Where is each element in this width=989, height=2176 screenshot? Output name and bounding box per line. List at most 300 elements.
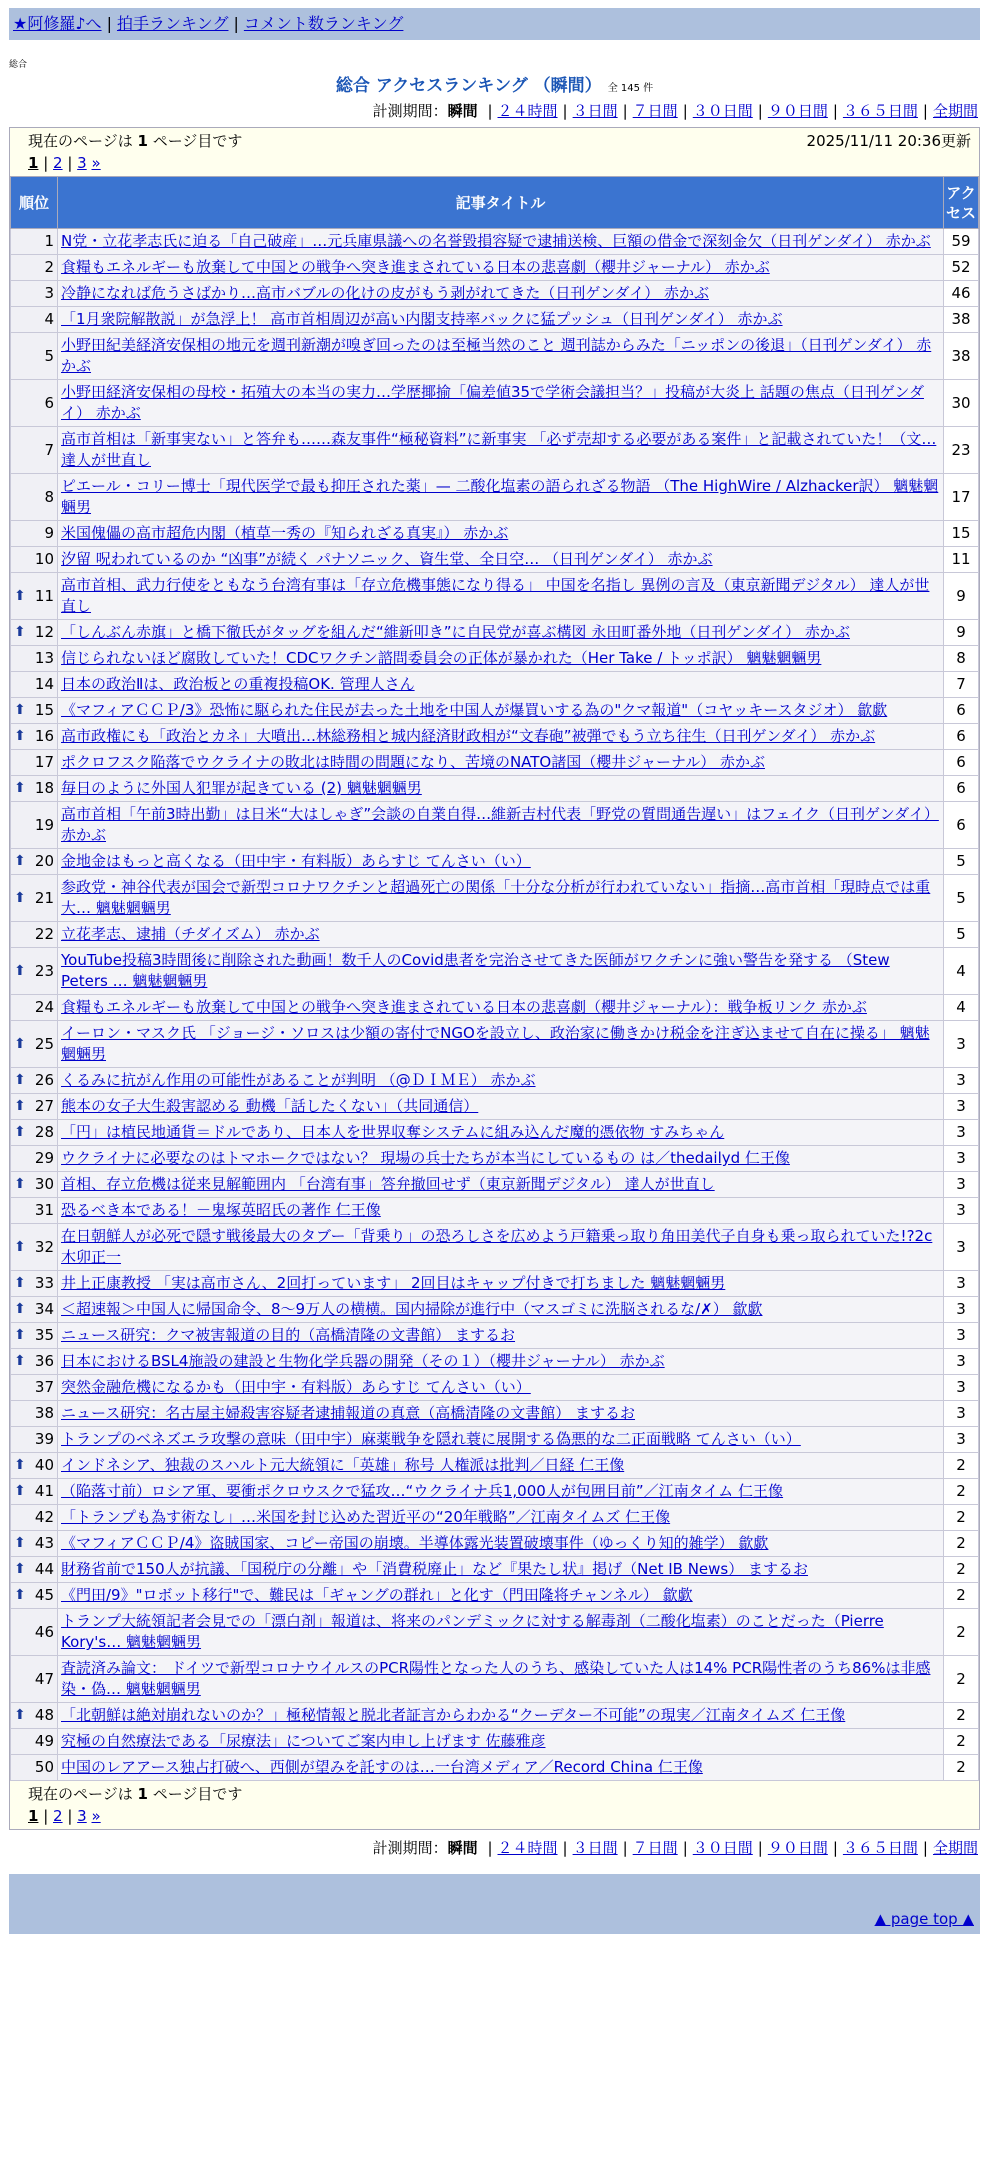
article-link[interactable]: 小野田経済安保相の母校・拓殖大の本当の実力…学歴揶揄「偏差値35で学術会議担当？」投稿が大炎上 話題の焦点（日刊ゲンダイ） 赤かぶ [61,383,924,422]
up-arrow-icon: ⬆ [14,1301,26,1317]
access-count: 6 [944,776,979,802]
access-count: 2 [944,1609,979,1656]
title-cell [58,1271,944,1297]
rank-number: 46 [34,1622,54,1641]
page-link[interactable]: 2 [53,154,63,172]
article-link[interactable]: 高市首相「午前3時出勤」は日米“大はしゃぎ”会談の自業自得…維新吉村代表「野党の質問通告遅い」はフェイク（日刊ゲンダイ） 赤かぶ [61,805,939,844]
access-count: 3 [944,1146,979,1172]
period-link[interactable]: ３０日間 [692,102,753,120]
rank-cell [11,1297,58,1323]
rank-cell [11,1609,58,1656]
period-current: 瞬間 [447,1839,478,1857]
access-count: 9 [944,620,979,646]
rank-number: 47 [34,1669,54,1688]
footer-bar-bottom [9,1904,980,1934]
header-rank: 順位 [11,177,58,229]
article-link[interactable]: ＜超速報＞中国人に帰国命令、8～9万人の横横。国内掃除が進行中（マスゴミに洗脳されるな/✗） 歙歔 [61,1300,763,1318]
up-arrow-icon: ⬆ [14,1561,26,1577]
up-arrow-icon: ⬆ [14,780,26,796]
up-arrow-icon: ⬆ [14,1124,26,1140]
rank-cell [11,1729,58,1755]
rank-number: 23 [34,961,54,980]
table-row [11,948,979,995]
rank-number: 41 [34,1482,54,1500]
article-link[interactable]: 「トランプも為す術なし」…米国を封じ込めた習近平の“20年戦略”／江南タイムズ 仁王像 [61,1508,671,1526]
page-link[interactable]: 2 [53,1807,63,1825]
article-link[interactable]: 中国のレアアース独占打破へ、西側が望みを託すのは…一台湾メディア／Record China 仁王像 [61,1758,703,1776]
comment-ranking-link[interactable]: コメント数ランキング [243,14,404,33]
period-link[interactable]: ７日間 [632,1839,678,1857]
title-cell [58,1349,944,1375]
access-count: 2 [944,1729,979,1755]
title-cell [58,1479,944,1505]
article-link[interactable]: 恐るべき本である！－鬼塚英昭氏の著作 仁王像 [61,1201,381,1219]
rank-number: 31 [34,1201,54,1219]
title-cell [58,724,944,750]
article-link[interactable]: 日本の政治Ⅱは、政治板との重複投稿OK. 管理人さん [61,675,415,693]
up-arrow-icon: ⬆ [14,1535,26,1551]
up-arrow-icon: ⬆ [14,1707,26,1723]
page-link[interactable]: 3 [77,154,87,172]
title-cell [58,1297,944,1323]
title-cell [58,1583,944,1609]
rank-cell [11,1146,58,1172]
title-cell [58,1021,944,1068]
access-count: 3 [944,1120,979,1146]
article-link[interactable]: 井上正康教授 「実は高市さん、2回打っています」 2回目はキャップ付きで打ちました 魑魅魍魎男 [61,1274,726,1292]
up-arrow-icon: ⬆ [14,1238,26,1255]
top-nav-bar [9,8,980,40]
article-link[interactable]: くるみに抗がん作用の可能性があることが判明 （@ＤＩＭＥ） 赤かぶ [61,1071,536,1089]
access-count: 6 [944,698,979,724]
separator: | [38,1807,54,1825]
period-link[interactable]: ３６５日間 [842,102,918,120]
rank-number: 48 [34,1706,54,1724]
title-cell [58,427,944,474]
period-link[interactable]: ３０日間 [692,1839,753,1857]
rank-number: 19 [34,815,54,834]
rank-cell [11,229,58,255]
up-arrow-icon: ⬆ [14,1275,26,1291]
up-arrow-icon: ⬆ [14,587,26,604]
period-link[interactable]: ２４時間 [497,102,558,120]
table-row [11,1755,979,1781]
rank-cell [11,750,58,776]
title-cell [58,849,944,875]
next-page-link[interactable]: » [91,154,101,172]
rank-number: 4 [44,310,54,328]
period-link[interactable]: ２４時間 [497,1839,558,1857]
table-row [11,1271,979,1297]
table-row [11,380,979,427]
access-count: 38 [944,307,979,333]
separator: | [832,1839,838,1857]
separator: | [922,1839,928,1857]
title-cell [58,255,944,281]
article-link[interactable]: 「1月衆院解散説」が急浮上！ 高市首相周辺が高い内閣支持率バックに猛プッシュ（日刊ゲンダイ） 赤かぶ [61,310,783,328]
rank-number: 17 [34,753,54,771]
ranking-heading [0,75,989,97]
article-link[interactable]: インドネシア、独裁のスハルト元大統領に「英雄」称号 人権派は批判／日経 仁王像 [61,1456,625,1474]
access-count: 5 [944,875,979,922]
article-link[interactable]: ウクライナに必要なのはトマホークではない？ 現場の兵士たちが本当にしているもの は／thedailyd 仁王像 [61,1149,790,1167]
title-cell [58,1505,944,1531]
up-arrow-icon: ⬆ [14,1457,26,1473]
article-link[interactable]: 毎日のように外国人犯罪が起きている (2) 魑魅魍魎男 [61,779,422,797]
period-link[interactable]: ９０日間 [767,1839,828,1857]
rank-number: 18 [34,779,54,797]
access-count: 23 [944,427,979,474]
page-top-link[interactable]: ▲ page top ▲ [874,1910,974,1928]
page-info-bottom [10,1781,979,1829]
article-link[interactable]: 食糧もエネルギーも放棄して中国との戦争へ突き進まされている日本の悲喜劇（櫻井ジャーナル） 赤かぶ [61,258,770,276]
title-cell [58,922,944,948]
article-link[interactable]: ピエール・コリー博士「現代医学で最も抑圧された薬」— 二酸化塩素の語られざる物語 （The HighWire / Alzhacker訳） 魑魅魍魎男 [61,477,939,516]
period-selector-bottom [0,1836,978,1860]
title-cell [58,229,944,255]
rank-cell [11,922,58,948]
rank-number: 15 [34,701,54,719]
rank-number: 13 [34,649,54,667]
access-count: 3 [944,1401,979,1427]
separator: | [922,102,928,120]
footer-bar [9,1874,980,1904]
rank-cell [11,1271,58,1297]
title-cell [58,333,944,380]
title-cell [58,672,944,698]
separator: | [622,1839,628,1857]
access-count: 3 [944,1094,979,1120]
article-link[interactable]: 《マフィアＣＣＰ/3》恐怖に駆られた住民が去った土地を中国人が爆買いする為の"クマ報道"（コヤッキースタジオ） 歙歔 [61,701,888,719]
table-row [11,1609,979,1656]
table-row [11,1531,979,1557]
access-count: 6 [944,750,979,776]
table-row [11,1375,979,1401]
rank-cell [11,1349,58,1375]
rank-cell [11,547,58,573]
period-link[interactable]: ３日間 [572,1839,618,1857]
article-link[interactable]: 米国傀儡の高市超危内閣（植草一秀の『知られざる真実』） 赤かぶ [61,524,509,542]
title-cell [58,1198,944,1224]
article-link[interactable]: 「北朝鮮は絶対崩れないのか？」極秘情報と脱北者証言からわかる“クーデター不可能”の現実／江南タイムズ 仁王像 [61,1706,846,1724]
article-link[interactable]: ニュース研究：クマ被害報道の目的（高橋清隆の文書館） まするお [61,1326,516,1344]
table-row [11,1021,979,1068]
rank-cell [11,698,58,724]
article-link[interactable]: 《門田/9》"ロボット移行"で、難民は「ギャングの群れ」と化す（門田隆将チャンネル） 歙歔 [61,1586,693,1604]
separator: | [38,154,54,172]
table-row [11,1703,979,1729]
table-row [11,427,979,474]
access-count: 3 [944,1021,979,1068]
article-link[interactable]: 突然金融危機になるかも（田中宇・有料版）あらすじ てんさい（い） [61,1378,531,1396]
rank-number: 35 [34,1326,54,1344]
title-cell [58,1375,944,1401]
table-row [11,1557,979,1583]
table-row [11,922,979,948]
title-cell [58,875,944,922]
page-current: 1 [28,154,39,172]
rank-number: 27 [34,1097,54,1115]
rank-cell [11,849,58,875]
title-cell [58,646,944,672]
page-link[interactable]: 3 [77,1807,87,1825]
title-cell [58,776,944,802]
article-link[interactable]: 高市政権にも「政治とカネ」大噴出…林総務相と城内経済財政相が“文春砲”被弾でもう立ち往生（日刊ゲンダイ） 赤かぶ [61,727,876,745]
article-link[interactable]: ニュース研究：名古屋主婦殺害容疑者逮捕報道の真意（高橋清隆の文書館） まするお [61,1404,636,1422]
table-row [11,1583,979,1609]
title-cell [58,521,944,547]
rank-cell [11,948,58,995]
rank-cell [11,1401,58,1427]
up-arrow-icon: ⬆ [14,1483,26,1499]
period-link[interactable]: 全期間 [932,102,978,120]
table-row [11,333,979,380]
rank-number: 3 [44,284,54,302]
rank-cell [11,1703,58,1729]
table-row [11,1198,979,1224]
pager [28,1805,971,1827]
total-count: 全 145 件 [607,83,654,94]
article-link[interactable]: 査読済み論文： ドイツで新型コロナウイルスのPCR陽性となった人のうち、感染していた人は14% PCR陽性者のうち86%は非感染・偽… 魑魅魍魎男 [61,1659,931,1698]
access-count: 3 [944,1224,979,1271]
article-link[interactable]: 食糧もエネルギーも放棄して中国との戦争へ突き進まされている日本の悲喜劇（櫻井ジャーナル）：戦争板リンク 赤かぶ [61,998,867,1016]
article-link[interactable]: （陥落寸前）ロシア軍、要衝ポクロウスクで猛攻…“ウクライナ兵1,000人が包囲目前”／江南タイム 仁王像 [61,1482,784,1500]
up-arrow-icon: ⬆ [14,962,26,979]
table-row [11,307,979,333]
rank-cell [11,1505,58,1531]
table-row [11,724,979,750]
rank-number: 7 [44,440,54,459]
rank-cell [11,1068,58,1094]
rank-cell [11,1120,58,1146]
article-link[interactable]: 信じられないほど腐敗していた！CDCワクチン諮問委員会の正体が暴かれた（Her Take / トッポ訳） 魑魅魍魎男 [61,649,822,667]
separator: | [757,102,763,120]
ranking-container [9,127,980,1830]
title-cell [58,1146,944,1172]
access-count: 3 [944,1068,979,1094]
rank-cell [11,1755,58,1781]
table-row [11,620,979,646]
rank-number: 44 [34,1560,54,1578]
up-arrow-icon: ⬆ [14,1035,26,1052]
title-cell [58,1094,944,1120]
article-link[interactable]: 参政党・神谷代表が国会で新型コロナワクチンと超過死亡の関係「十分な分析が行われていない」指摘…高市首相「現時点では重大… 魑魅魍魎男 [61,878,931,917]
updated-time: 2025/11/11 20:36更新 [806,132,971,150]
period-link[interactable]: 全期間 [932,1839,978,1857]
article-link[interactable]: 在日朝鮮人が必死で隠す戦後最大のタブー「背乗り」の恐ろしさを広めよう戸籍乗っ取り角田美代子自身も乗っ取られていた!?2c 木卯正一 [61,1227,933,1266]
separator: | [757,1839,763,1857]
article-link[interactable]: N党・立花孝志氏に迫る「自己破産」…元兵庫県議への名誉毀損容疑で逮捕送検、巨額の借金で深刻金欠（日刊ゲンダイ） 赤かぶ [61,232,931,250]
access-count: 5 [944,849,979,875]
rank-number: 24 [34,998,54,1016]
title-cell [58,802,944,849]
rank-cell [11,521,58,547]
rank-cell [11,380,58,427]
up-arrow-icon: ⬆ [14,1353,26,1369]
access-count: 7 [944,672,979,698]
rank-cell [11,1224,58,1271]
access-count: 2 [944,1505,979,1531]
clap-ranking-link[interactable]: 拍手ランキング [116,14,229,33]
article-link[interactable]: 高市首相は「新事実ない」と答弁も……森友事件“極秘資料”に新事実 「必ず売却する必要がある案件」と記載されていた！（文… 達人が世直し [61,430,937,469]
rank-cell [11,427,58,474]
access-count: 38 [944,333,979,380]
article-link[interactable]: 冷静になれば危うさばかり…高市バブルの化けの皮がもう剥がれてきた（日刊ゲンダイ） 赤かぶ [61,284,709,302]
title-cell [58,474,944,521]
rank-cell [11,776,58,802]
next-page-link[interactable]: » [91,1807,101,1825]
access-count: 2 [944,1479,979,1505]
rank-cell [11,1656,58,1703]
table-row [11,1401,979,1427]
rank-number: 43 [34,1534,54,1552]
access-count: 2 [944,1703,979,1729]
rank-number: 40 [34,1456,54,1474]
table-row [11,1068,979,1094]
title-cell [58,1729,944,1755]
separator: | [62,1807,78,1825]
period-current: 瞬間 [447,102,478,120]
article-link[interactable]: トランプ大統領記者会見での「漂白剤」報道は、将来のパンデミックに対する解毒剤（二酸化塩素）のことだった（Pierre Kory's… 魑魅魍魎男 [61,1612,884,1651]
article-link[interactable]: 立花孝志、逮捕（チダイズム） 赤かぶ [61,925,320,943]
article-link[interactable]: イーロン・マスク氏 「ジョージ・ソロスは少額の寄付でNGOを設立し、政治家に働きかけ税金を注ぎ込ませて自在に操る」 魑魅魍魎男 [61,1024,930,1063]
access-count: 5 [944,922,979,948]
rank-number: 8 [44,487,54,506]
table-row [11,1323,979,1349]
article-link[interactable]: 《マフィアＣＣＰ/4》盗賊国家、コピー帝国の崩壊。半導体露光装置破壊事件（ゆっくり知的雑学） 歙歔 [61,1534,769,1552]
separator: | [562,1839,568,1857]
title-cell [58,1323,944,1349]
article-link[interactable]: 財務省前で150人が抗議、「国税庁の分離」や「消費税廃止」など『果たし状』掲げ（Net IB News） まするお [61,1560,809,1578]
access-count: 3 [944,1172,979,1198]
article-link[interactable]: 究極の自然療法である「尿療法」についてご案内申し上げます 佐藤雅彦 [61,1732,546,1750]
rank-number: 42 [34,1508,54,1526]
rank-number: 37 [34,1378,54,1396]
pager [28,152,971,174]
table-row [11,698,979,724]
rank-number: 20 [34,852,54,870]
table-row [11,646,979,672]
rank-number: 26 [34,1071,54,1089]
separator: | [233,14,239,33]
rank-number: 11 [34,586,54,605]
article-link[interactable]: 熊本の女子大生殺害認める 動機「話したくない」（共同通信） [61,1097,479,1115]
title-cell [58,281,944,307]
access-count: 2 [944,1755,979,1781]
rank-cell [11,646,58,672]
table-row [11,521,979,547]
article-link[interactable]: 高市首相、武力行使をともなう台湾有事は「存立危機事態になり得る」 中国を名指し 異例の言及（東京新聞デジタル） 達人が世直し [61,576,930,615]
access-count: 59 [944,229,979,255]
access-count: 3 [944,1427,979,1453]
title-cell [58,948,944,995]
article-link[interactable]: 金地金はもっと高くなる（田中宇・有料版）あらすじ てんさい（い） [61,852,531,870]
access-count: 15 [944,521,979,547]
rank-number: 10 [34,550,54,568]
table-row [11,849,979,875]
title-cell [58,1703,944,1729]
rank-cell [11,1427,58,1453]
access-count: 2 [944,1656,979,1703]
rank-number: 39 [34,1430,54,1448]
access-count: 4 [944,948,979,995]
page-info-top [10,128,979,176]
rank-number: 25 [34,1034,54,1053]
rank-number: 38 [34,1404,54,1422]
rank-number: 22 [34,925,54,943]
table-row [11,672,979,698]
rank-number: 5 [44,346,54,365]
table-row [11,1656,979,1703]
access-count: 17 [944,474,979,521]
up-arrow-icon: ⬆ [14,624,26,640]
article-link[interactable]: 汐留 呪われているのか “凶事”が続く パナソニック、資生堂、全日空… （日刊ゲンダイ） 赤かぶ [61,550,713,568]
rank-number: 14 [34,675,54,693]
rank-cell [11,1583,58,1609]
up-arrow-icon: ⬆ [14,853,26,869]
table-row [11,1146,979,1172]
rank-number: 21 [34,888,54,907]
article-link[interactable]: 小野田紀美経済安保相の地元を週刊新潮が嗅ぎ回ったのは至極当然のこと 週刊誌からみた「ニッポンの後退」（日刊ゲンダイ） 赤かぶ [61,336,932,375]
table-row [11,1505,979,1531]
rank-cell [11,672,58,698]
home-link[interactable]: ★阿修羅♪へ [13,14,102,33]
rank-number: 30 [34,1175,54,1193]
rank-number: 45 [34,1586,54,1604]
period-link[interactable]: ７日間 [632,102,678,120]
separator: | [832,102,838,120]
access-count: 11 [944,547,979,573]
header-title: 記事タイトル [58,177,944,229]
article-link[interactable]: 首相、存立危機は従来見解範囲内 「台湾有事」答弁撤回せず（東京新聞デジタル） 達人が世直し [61,1175,715,1193]
table-row [11,1297,979,1323]
article-link[interactable]: トランプのベネズエラ攻撃の意味（田中宇）麻薬戦争を隠れ蓑に展開する偽悪的な二正面戦略 てんさい（い） [61,1430,801,1448]
up-arrow-icon: ⬆ [14,1072,26,1088]
rank-cell [11,573,58,620]
table-row [11,995,979,1021]
article-link[interactable]: ポクロフスク陥落でウクライナの敗北は時間の問題になり、苦境のNATO諸国（櫻井ジャーナル） 赤かぶ [61,753,765,771]
rank-cell [11,1021,58,1068]
title-cell [58,1427,944,1453]
rank-cell [11,875,58,922]
access-count: 2 [944,1583,979,1609]
access-count: 4 [944,995,979,1021]
article-link[interactable]: 日本におけるBSL4施設の建設と生物化学兵器の開発（その１）（櫻井ジャーナル） 赤かぶ [61,1352,665,1370]
rank-number: 34 [34,1300,54,1318]
page-title: 総合 アクセスランキング （瞬間） [335,76,602,96]
table-row [11,1094,979,1120]
access-count: 3 [944,1323,979,1349]
rank-number: 12 [34,623,54,641]
article-link[interactable]: YouTube投稿3時間後に削除された動画！数千人のCovid患者を完治させてきた医師がワクチンに強い警告を発する （Stew Peters … 魑魅魍魎男 [61,951,890,990]
article-link[interactable]: 「しんぶん赤旗」と橋下徹氏がタッグを組んだ“維新叩き”に自民党が喜ぶ構図 永田町番外地（日刊ゲンダイ） 赤かぶ [61,623,850,641]
category-label: 総合 [9,60,28,70]
rank-cell [11,1094,58,1120]
period-link[interactable]: ３６５日間 [842,1839,918,1857]
period-link[interactable]: ３日間 [572,102,618,120]
article-link[interactable]: 「円」は植民地通貨＝ドルであり、日本人を世界収奪システムに組み込んだ魔的憑依物 すみちゃん [61,1123,725,1141]
title-cell [58,573,944,620]
rank-cell [11,307,58,333]
period-link[interactable]: ９０日間 [767,102,828,120]
access-count: 2 [944,1557,979,1583]
table-row [11,875,979,922]
up-arrow-icon: ⬆ [14,1327,26,1343]
separator: | [682,102,688,120]
table-row [11,1172,979,1198]
table-row [11,776,979,802]
separator: | [106,14,112,33]
